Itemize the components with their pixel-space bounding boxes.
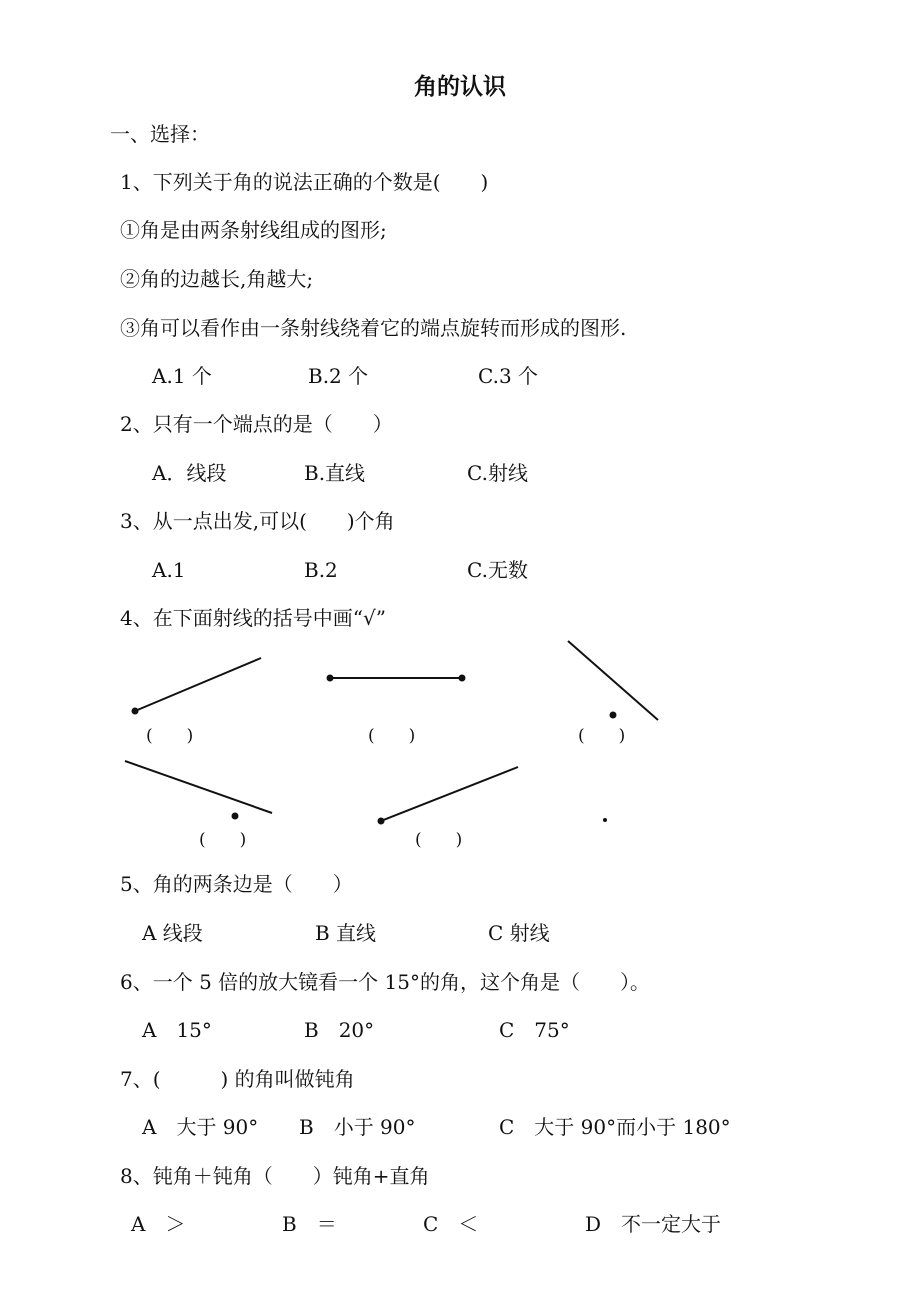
figure-5-ray	[381, 767, 518, 821]
q8-option-b[interactable]: B ＝	[282, 1212, 337, 1236]
q7-option-b[interactable]: B 小于 90°	[299, 1115, 416, 1139]
q3-stem: 3、从一点出发,可以( )个角	[120, 509, 395, 533]
q4-answer-paren-3[interactable]: ( )	[578, 726, 626, 746]
q8-option-d[interactable]: D 不一定大于	[585, 1212, 722, 1236]
figure-3-line	[568, 641, 658, 720]
q1-stem: 1、下列关于角的说法正确的个数是( )	[120, 170, 489, 194]
q8-option-c[interactable]: C ＜	[423, 1212, 479, 1236]
figure-2-endpoint-left	[328, 676, 333, 681]
q4-answer-paren-2[interactable]: ( )	[368, 726, 416, 746]
figure-4-line	[125, 761, 272, 813]
q4-answer-paren-1[interactable]: ( )	[146, 726, 194, 746]
q3-option-b[interactable]: B.2	[304, 558, 338, 582]
q1-statement-2: ②角的边越长,角越大;	[120, 267, 314, 291]
q1-option-a[interactable]: A.1 个	[152, 364, 212, 388]
q4-stem: 4、在下面射线的括号中画“√”	[120, 606, 386, 630]
q5-option-c[interactable]: C 射线	[488, 921, 550, 945]
q1-statement-1: ①角是由两条射线组成的图形;	[120, 218, 387, 242]
q4-answer-paren-4[interactable]: ( )	[199, 830, 247, 850]
q8-option-a[interactable]: A ＞	[131, 1212, 186, 1236]
q8-stem: 8、钝角＋钝角（ ）钝角+直角	[120, 1164, 430, 1188]
q6-option-b[interactable]: B 20°	[304, 1018, 375, 1042]
q2-option-a[interactable]: A．线段	[152, 461, 227, 485]
q3-option-c[interactable]: C.无数	[467, 558, 528, 582]
q7-option-a[interactable]: A 大于 90°	[142, 1115, 259, 1139]
q6-stem: 6、一个 5 倍的放大镜看一个 15°的角，这个角是（ ）。	[120, 970, 650, 994]
q2-stem: 2、只有一个端点的是（ ）	[120, 412, 393, 436]
q5-option-a[interactable]: A 线段	[142, 921, 203, 945]
q1-statement-3: ③角可以看作由一条射线绕着它的端点旋转而形成的图形.	[120, 316, 627, 340]
q6-option-c[interactable]: C 75°	[499, 1018, 570, 1042]
figure-6-dot	[604, 819, 606, 821]
figure-2-endpoint-right	[460, 676, 465, 681]
q5-option-b[interactable]: B 直线	[315, 921, 377, 945]
figure-4-dot	[233, 814, 238, 819]
figure-1-ray	[135, 658, 261, 711]
figure-3-dot	[611, 713, 616, 718]
q6-option-a[interactable]: A 15°	[142, 1018, 212, 1042]
q3-option-a[interactable]: A.1	[152, 558, 186, 582]
q7-option-c[interactable]: C 大于 90°而小于 180°	[499, 1115, 731, 1139]
page-title: 角的认识	[414, 73, 506, 100]
q1-option-c[interactable]: C.3 个	[478, 364, 539, 388]
q4-answer-paren-5[interactable]: ( )	[415, 830, 463, 850]
q1-option-b[interactable]: B.2 个	[308, 364, 369, 388]
q2-option-b[interactable]: B.直线	[304, 461, 366, 485]
section-heading: 一、选择：	[110, 122, 210, 146]
figure-1-endpoint	[133, 709, 138, 714]
q7-stem: 7、( ) 的角叫做钝角	[120, 1067, 355, 1091]
q5-stem: 5、角的两条边是（ ）	[120, 872, 353, 896]
figure-5-endpoint	[379, 819, 384, 824]
q2-option-c[interactable]: C.射线	[467, 461, 528, 485]
